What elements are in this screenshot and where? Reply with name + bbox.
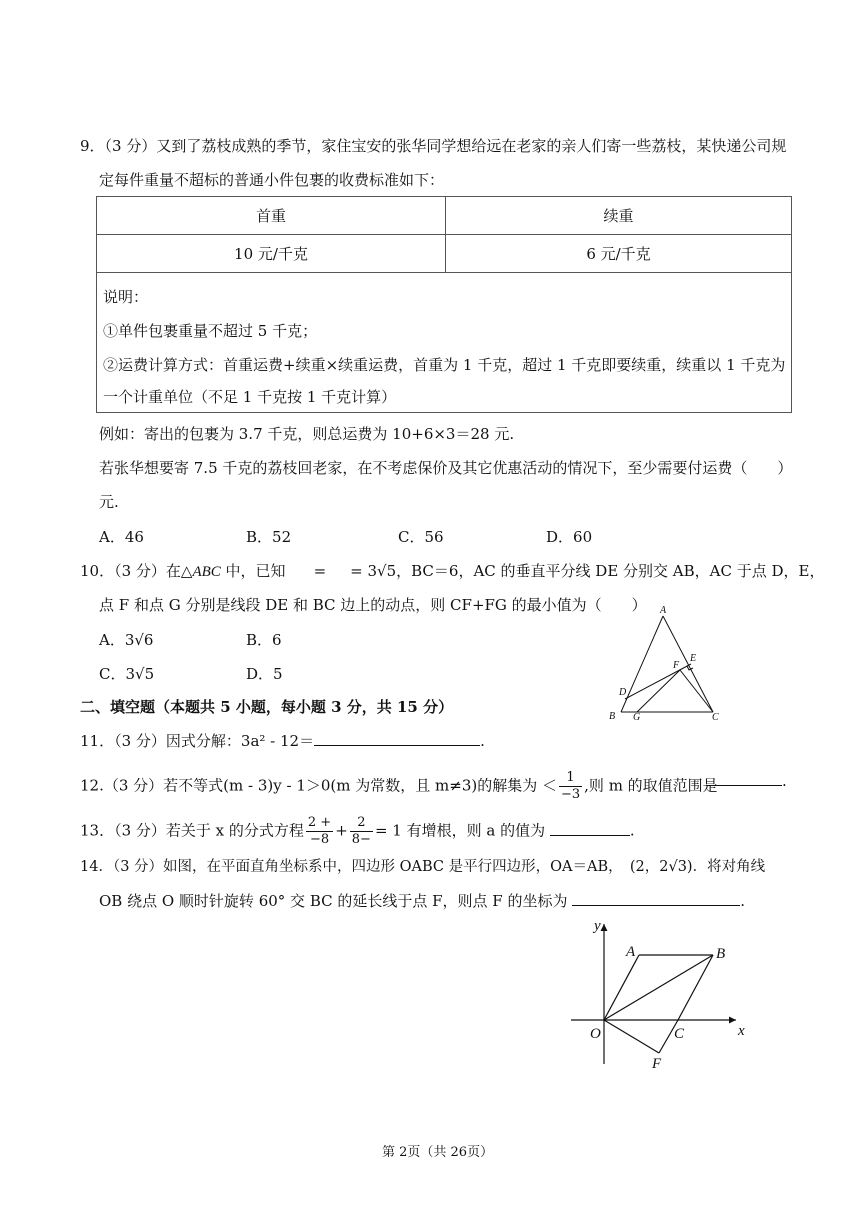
triangle-figure	[600, 600, 730, 724]
q12-answer-area	[706, 771, 787, 791]
q10-bc-part: ，BC＝6，AC 的垂直平分线 DE 分别交 AB，AC 于点 D，E，	[396, 562, 825, 580]
q9-option-c: C．56	[398, 528, 444, 546]
q14-line1: 14．（3 分）如图，在平面直角坐标系中，四边形 OABC 是平行四边形，OA＝AB， (2，2√3)．将对角线	[80, 859, 766, 875]
label-g: G	[633, 712, 641, 723]
q13-line	[80, 815, 635, 847]
label-c: C	[712, 712, 719, 723]
fee-header-first-weight: 首重	[97, 197, 446, 235]
label-a: A	[626, 944, 636, 960]
q10-prefix: 10．（3 分）在△	[80, 562, 193, 580]
q11-answer-blank[interactable]	[314, 731, 480, 746]
q9-example: 例如：寄出的包裹为 3.7 千克，则总运费为 10+6×3＝28 元.	[99, 425, 515, 443]
q13-f1-num: 2 +	[307, 815, 332, 830]
coordinate-figure	[566, 914, 756, 1072]
label-d: D	[619, 687, 627, 698]
side-ac	[663, 616, 713, 712]
q10-known: 中，已知	[220, 562, 286, 580]
notes-item1: ①单件包裹重量不超过 5 千克；	[103, 322, 318, 340]
q11-line	[80, 731, 485, 751]
label-y: y	[594, 918, 601, 934]
q9-option-d: D．60	[546, 528, 593, 546]
label-c: C	[674, 1026, 685, 1042]
q10-option-a: A．3√6	[99, 631, 154, 649]
q11-tail: .	[480, 732, 485, 750]
q9-question-line2: 元.	[99, 493, 119, 511]
q13-fraction-2	[350, 815, 373, 848]
q13-answer-blank[interactable]	[550, 821, 630, 836]
q9-option-a: A．46	[99, 528, 144, 546]
q11-text: 11．（3 分）因式分解：3a² - 12＝	[80, 732, 315, 750]
q10-line1	[80, 561, 824, 582]
fee-table-value-row	[97, 235, 792, 273]
label-f: F	[673, 660, 680, 671]
q14-answer-blank[interactable]	[572, 891, 740, 906]
q14-line2-text: OB 绕点 O 顺时针旋转 60° 交 BC 的延长线于点 F，则点 F 的坐标为	[99, 892, 568, 910]
q13-f2-den: 8−	[351, 832, 371, 847]
diagonal-ob	[604, 955, 713, 1020]
fee-header-additional-weight: 续重	[446, 197, 792, 235]
notes-title: 说明：	[103, 288, 149, 306]
q13-plus: +	[335, 821, 348, 840]
q12-end: .	[782, 772, 787, 790]
segment-fg	[637, 670, 680, 712]
label-f: F	[652, 1056, 662, 1072]
q13-fraction-1	[306, 815, 333, 848]
notes-item2-line2: 一个计重单位（不足 1 千克按 1 千克计算）	[103, 388, 397, 406]
q12-fraction	[559, 770, 582, 803]
fee-notes-box	[96, 272, 792, 413]
q9-stem-line1: 9．（3 分）又到了荔枝成熟的季节，家住宝安的张华同学想给远在老家的亲人们寄一些荔枝，某快递公司规	[80, 137, 787, 155]
section-2-heading: 二、填空题（本题共 5 小题，每小题 3 分，共 15 分）	[80, 698, 454, 716]
q10-option-d: D．5	[246, 665, 283, 683]
segment-de	[625, 664, 691, 699]
q13-tail: 有增根，则 a 的值为	[406, 821, 546, 840]
q10-line2: 点 F 和点 G 分别是线段 DE 和 BC 边上的动点，则 CF+FG 的最小值为（ ）	[99, 596, 647, 614]
notes-item2-line1: ②运费计算方式：首重运费+续重×续重运费，首重为 1 千克，超过 1 千克即要续重，续重以 1 千克为	[103, 356, 786, 374]
q9-option-b: B．52	[246, 528, 292, 546]
segment-of	[604, 1020, 659, 1053]
q14-line2	[99, 891, 745, 911]
label-b: B	[716, 946, 726, 962]
page-footer: 第 2页（共 26页）	[382, 1145, 494, 1160]
label-e: E	[690, 653, 697, 664]
q13-text: 13．（3 分）若关于 x 的分式方程	[80, 821, 304, 840]
fee-table-header-row	[97, 197, 792, 235]
q13-end: .	[629, 821, 635, 840]
q9-stem-line2: 定每件重量不超标的普通小件包裹的收费标准如下：	[99, 171, 445, 189]
q10-eq1: =	[313, 562, 327, 580]
q13-f1-den: −8	[309, 832, 330, 847]
q12-tail: ,则 m 的取值范围是	[584, 776, 718, 795]
q13-eq: = 1	[374, 821, 402, 840]
q12-frac-den: −3	[560, 787, 581, 802]
q10-option-c: C．3√5	[99, 665, 155, 683]
label-o: O	[590, 1026, 601, 1042]
q13-f2-num: 2	[350, 815, 373, 832]
q9-question-line1: 若张华想要寄 7.5 千克的荔枝回老家，在不考虑保价及其它优惠活动的情况下，至少需要付运费（ ）	[99, 459, 793, 477]
label-a: A	[660, 605, 667, 616]
fee-table	[96, 196, 792, 273]
q10-option-b: B．6	[246, 631, 282, 649]
fee-value-additional-weight: 6 元/千克	[446, 235, 792, 273]
label-x: x	[738, 1023, 745, 1039]
label-b: B	[609, 711, 616, 722]
segment-fc	[680, 670, 713, 712]
q10-eq2: = 3√5	[350, 562, 397, 580]
q14-end: .	[740, 892, 746, 910]
q12-text: 12.（3 分）若不等式(m - 3)y - 1＞0(m 为常数，且 m≠3)的解集为 ＜	[80, 776, 557, 795]
q12-frac-num: 1	[559, 770, 582, 787]
fee-value-first-weight: 10 元/千克	[97, 235, 446, 273]
q12-line	[80, 770, 718, 802]
q10-abc: ABC	[192, 564, 221, 580]
q12-answer-blank[interactable]	[706, 771, 782, 786]
